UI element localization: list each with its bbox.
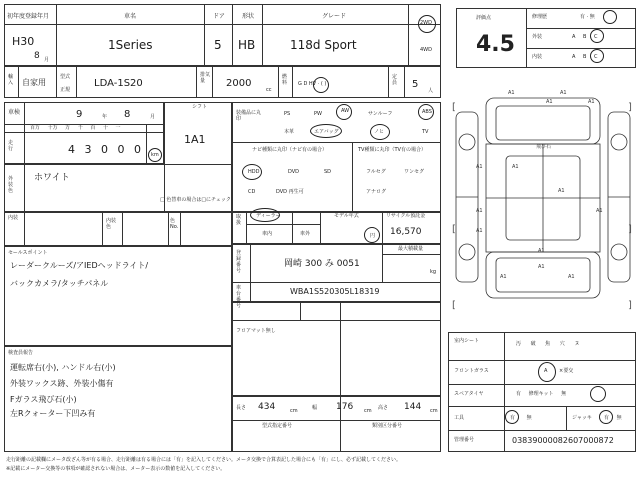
drive-bottom: 4WD: [420, 47, 432, 53]
usage-value: 自家用: [22, 78, 46, 87]
equipment-label: 装備品に丸印: [236, 110, 262, 122]
class-label: 類別区分番号: [372, 423, 403, 429]
shift-value: 1A1: [184, 133, 206, 146]
notes-line4: 左Rクォーター下凹み有: [10, 409, 96, 418]
damage-mark: A1: [560, 90, 567, 96]
interior-grade-label: 内装: [532, 54, 543, 60]
vin-value: WBA1S520305L18319: [290, 287, 380, 296]
seats-label: 定員: [392, 74, 398, 86]
inspector-note: フロアマット無し: [236, 328, 276, 334]
grade-label: グレード: [322, 13, 347, 20]
first-reg-month: 8: [34, 51, 40, 61]
odo-value: 4 3 0 0 0: [68, 143, 141, 156]
sales-point-line1: レーダークルーズ/アIEDヘッドライト/: [10, 261, 149, 270]
mgmt-label: 管理番号: [454, 437, 475, 443]
grade-value: 118d Sport: [290, 38, 357, 52]
tools-circle: [505, 410, 519, 424]
odo-label: 走行: [8, 140, 14, 152]
damage-mark: A1: [476, 164, 483, 170]
length-value: 434: [258, 402, 276, 412]
notes-label: 検査員報告: [8, 350, 34, 356]
shape-label: 形状: [242, 13, 255, 20]
odo-digits-label: 百万 十万 万 千 百 十 一: [30, 125, 121, 131]
color-value: ホワイト: [34, 173, 70, 183]
svg-text:[: [: [452, 300, 456, 311]
vin-label: 車台番号: [236, 285, 242, 309]
model-label: 車名: [124, 13, 137, 20]
svg-text:]: ]: [628, 300, 632, 311]
interior-circle: [590, 49, 604, 63]
exterior-label: 外装: [532, 34, 543, 40]
mgmt-value: 03839000082607000872: [512, 436, 614, 445]
first-reg-label: 初年度登録年月: [7, 13, 50, 20]
inspection-year: 9: [76, 109, 83, 120]
footer-line1: 走行距離の記載欄にメータ改ざん等が有る場合、走行距離は有る場合には「有」を記入してください。メータ交換で合算表記した場合にも「有」にし、必ず記載してください。: [6, 457, 402, 463]
rating-value: 4.5: [476, 32, 515, 57]
model-code-label: 型式: [60, 74, 71, 80]
spare-label: スペアタイヤ: [454, 391, 484, 397]
damage-mark: A1: [538, 248, 545, 254]
damage-mark: A1: [568, 274, 575, 280]
reg-no-value: 岡崎 300 み 0051: [284, 259, 360, 269]
damage-mark: A1: [558, 188, 565, 194]
inspection-label: 車検: [8, 109, 21, 116]
footer-line2: ※記載にメーター交換等の事項が確認されない場合は、メーター表示の数値を記入してください。: [6, 466, 226, 472]
shift-label: シフト: [192, 104, 208, 110]
color-change-note: □ 色替車の場合は□にチェック: [160, 197, 231, 203]
damage-note: 飛び石: [536, 144, 552, 150]
damage-mark: A1: [596, 208, 603, 214]
interior-color-label: 内装色: [106, 218, 117, 230]
damage-mark: A1: [512, 164, 519, 170]
seats-value: 5: [412, 79, 419, 90]
interior-label: 内装: [8, 215, 19, 221]
notes-line3: Fガラス飛び石(小): [10, 395, 77, 404]
model-dest-label: 型式指定番号: [262, 423, 293, 429]
tools-label: 工具: [454, 415, 465, 421]
repair-label: 修理歴: [532, 14, 548, 20]
airbag-circle: [310, 124, 342, 138]
doors-label: ドア: [213, 13, 225, 20]
navi-circle: [370, 124, 390, 140]
jack-circle: [599, 410, 613, 424]
reg-no-label: 登録番号: [236, 250, 242, 274]
displacement-label: 排気量: [200, 72, 211, 84]
drive-top: 2WD: [420, 20, 432, 26]
dealer-value: ディーラー: [256, 213, 281, 219]
damage-mark: A1: [546, 99, 553, 105]
recycle-circle: [364, 227, 380, 243]
fuel-label: 燃料: [282, 74, 288, 86]
first-reg-value: H30: [12, 35, 35, 48]
model-year-label: モデル年式: [334, 213, 359, 219]
jack-label: ジャッキ: [572, 415, 592, 421]
tv-label: TV種類に丸印（TV有の場合）: [358, 147, 426, 153]
interior-seat-label: 室内シート: [454, 338, 480, 344]
shape-value: HB: [238, 38, 256, 52]
aw-circle: [336, 104, 352, 120]
damage-mark: A1: [476, 208, 483, 214]
hdd-circle: [242, 164, 262, 180]
svg-text:[: [: [452, 224, 456, 235]
width-value: 176: [336, 402, 354, 412]
fuel-circle: [313, 77, 329, 93]
dealer-label: 取扱: [236, 214, 242, 226]
rating-label: 評価点: [476, 15, 492, 21]
car-damage-diagram: [448, 72, 638, 322]
doors-value: 5: [214, 38, 222, 52]
damage-mark: A1: [508, 90, 515, 96]
nav-label: ナビ種類に丸印（ナビ有の場合）: [252, 147, 328, 153]
import-value: 正規: [60, 87, 71, 93]
model-value: 1Series: [108, 38, 153, 52]
recycle-value: 16,570: [390, 227, 422, 237]
repair-circle: [603, 10, 617, 24]
spec-row: [4, 66, 441, 98]
damage-mark: A1: [538, 264, 545, 270]
displacement-value: 2000: [226, 78, 252, 89]
color-no-label: 色No.: [170, 218, 179, 230]
recycle-label: リサイクル預託金: [386, 213, 426, 219]
sales-point-label: セールスポイント: [8, 250, 48, 256]
import-label: 輸入: [8, 74, 14, 86]
max-load-label: 最大積載量: [398, 246, 424, 252]
svg-text:[: [: [452, 102, 456, 113]
odo-unit: km: [151, 152, 159, 158]
windshield-label: フロントガラス: [454, 368, 489, 374]
color-block: [4, 164, 232, 212]
fuel-options: G D HV · ( ): [298, 81, 327, 87]
windshield-circle: [538, 362, 556, 382]
exterior-circle: [590, 29, 604, 43]
sales-point-line2: バックカメラ/タッチパネル: [10, 279, 109, 288]
abs-circle: [418, 104, 434, 120]
signature-block: [232, 302, 441, 396]
svg-text:]: ]: [628, 224, 632, 235]
notes-line2: 外装ワックス跡、外装小傷有: [10, 379, 114, 388]
height-value: 144: [404, 402, 422, 412]
color-label: 外装色: [8, 176, 14, 194]
model-code-value: LDA-1S20: [94, 78, 143, 89]
damage-mark: A1: [588, 99, 595, 105]
dealer-circle: [250, 208, 280, 222]
interior-block: [4, 212, 232, 246]
inspection-month: 8: [124, 109, 131, 120]
damage-mark: A1: [500, 274, 507, 280]
spare-circle: [590, 386, 606, 402]
damage-mark: A1: [476, 228, 483, 234]
notes-line1: 運転席右(小), ハンドル右(小): [10, 363, 116, 372]
svg-text:]: ]: [628, 102, 632, 113]
